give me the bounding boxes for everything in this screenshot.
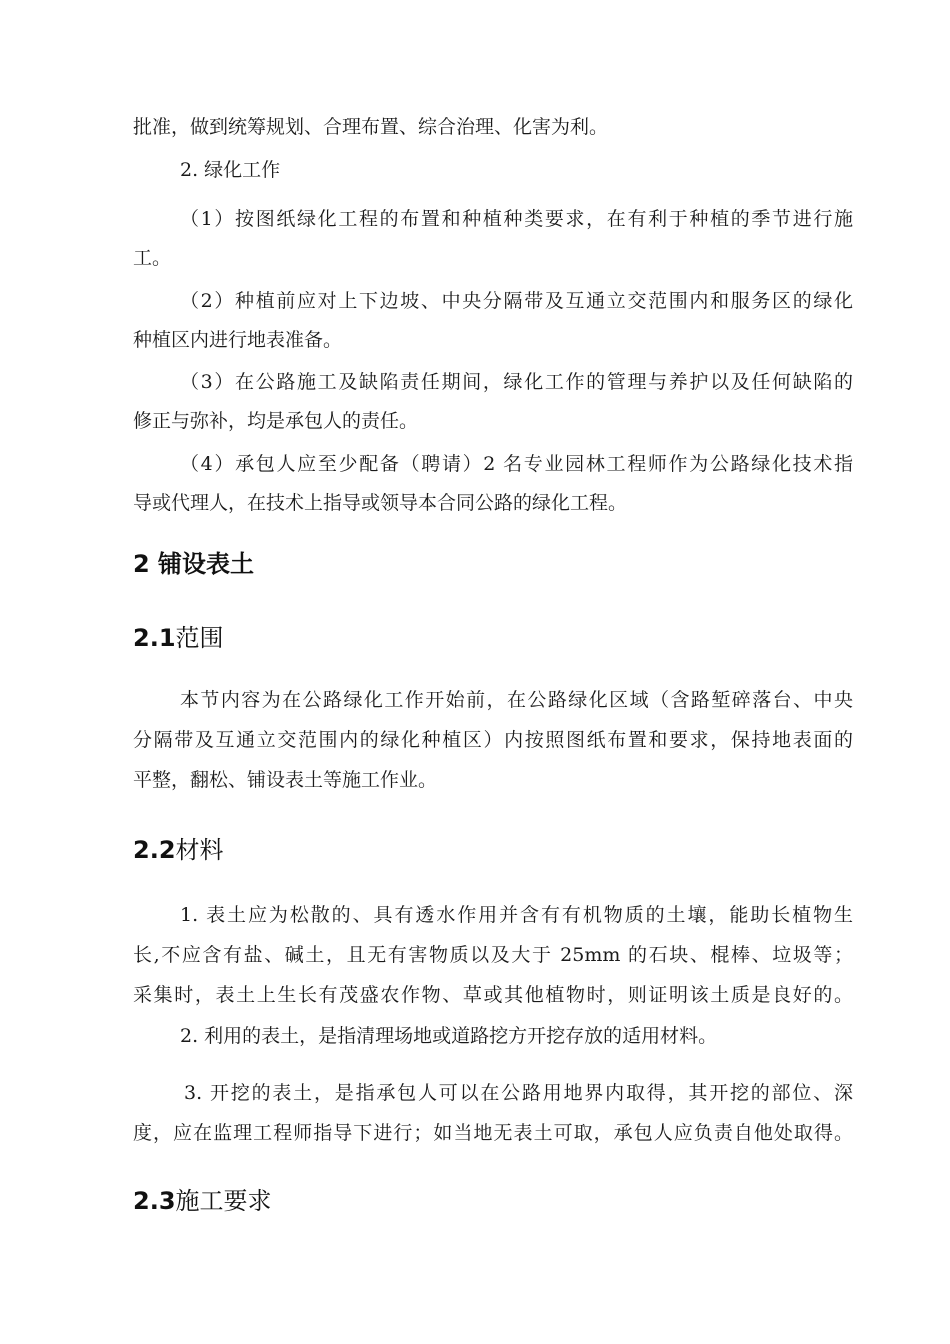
subsection-heading-scope [133, 623, 224, 653]
paragraph-line: （4）承包人应至少配备（聘请）2 名专业园林工程师作为公路绿化技术指 [180, 453, 853, 475]
paragraph-line: 3. 开挖的表土，是指承包人可以在公路用地界内取得，其开挖的部位、深 [184, 1082, 853, 1104]
paragraph-line: 1. 表土应为松散的、具有透水作用并含有有机物质的土壤，能助长植物生 [180, 904, 853, 926]
paragraph-line: 长,不应含有盐、碱土，且无有害物质以及大于 25mm 的石块、棍棒、垃圾等； [133, 944, 853, 966]
list-item-greening: 2. 绿化工作 [180, 159, 281, 181]
paragraph-line: 分隔带及互通立交范围内的绿化种植区）内按照图纸布置和要求，保持地表面的 [133, 729, 853, 751]
paragraph-line: 平整，翻松、铺设表土等施工作业。 [133, 769, 438, 791]
paragraph-line: （3）在公路施工及缺陷责任期间，绿化工作的管理与养护以及任何缺陷的 [180, 371, 853, 393]
subsection-heading-materials [133, 835, 224, 865]
subsection-number: 2.1 [133, 624, 176, 652]
subsection-title: 材料 [175, 836, 224, 864]
subsection-number: 2.2 [133, 836, 176, 864]
paragraph-line: 批准，做到统筹规划、合理布置、综合治理、化害为利。 [133, 116, 609, 138]
paragraph-line: （2）种植前应对上下边坡、中央分隔带及互通立交范围内和服务区的绿化 [180, 290, 853, 312]
subsection-heading-requirements [133, 1186, 272, 1216]
paragraph-line: 本节内容为在公路绿化工作开始前，在公路绿化区域（含路堑碎落台、中央 [180, 689, 853, 711]
paragraph-line: 导或代理人，在技术上指导或领导本合同公路的绿化工程。 [133, 492, 628, 514]
paragraph-line: 种植区内进行地表准备。 [133, 329, 343, 351]
subsection-title: 范围 [175, 624, 224, 652]
subsection-number: 2.3 [133, 1187, 176, 1215]
subsection-title: 施工要求 [175, 1187, 272, 1215]
paragraph-line: 度，应在监理工程师指导下进行；如当地无表土可取，承包人应负责自他处取得。 [133, 1122, 853, 1144]
paragraph-line: （1）按图纸绿化工程的布置和种植种类要求，在有利于种植的季节进行施 [180, 208, 853, 230]
paragraph-line: 修正与弥补，均是承包人的责任。 [133, 410, 419, 432]
paragraph-line: 2. 利用的表土，是指清理场地或道路挖方开挖存放的适用材料。 [180, 1025, 718, 1047]
section-heading: 2 铺设表土 [133, 550, 255, 578]
paragraph-line: 工。 [133, 247, 172, 269]
paragraph-line: 采集时，表土上生长有茂盛农作物、草或其他植物时，则证明该土质是良好的。 [133, 984, 853, 1006]
